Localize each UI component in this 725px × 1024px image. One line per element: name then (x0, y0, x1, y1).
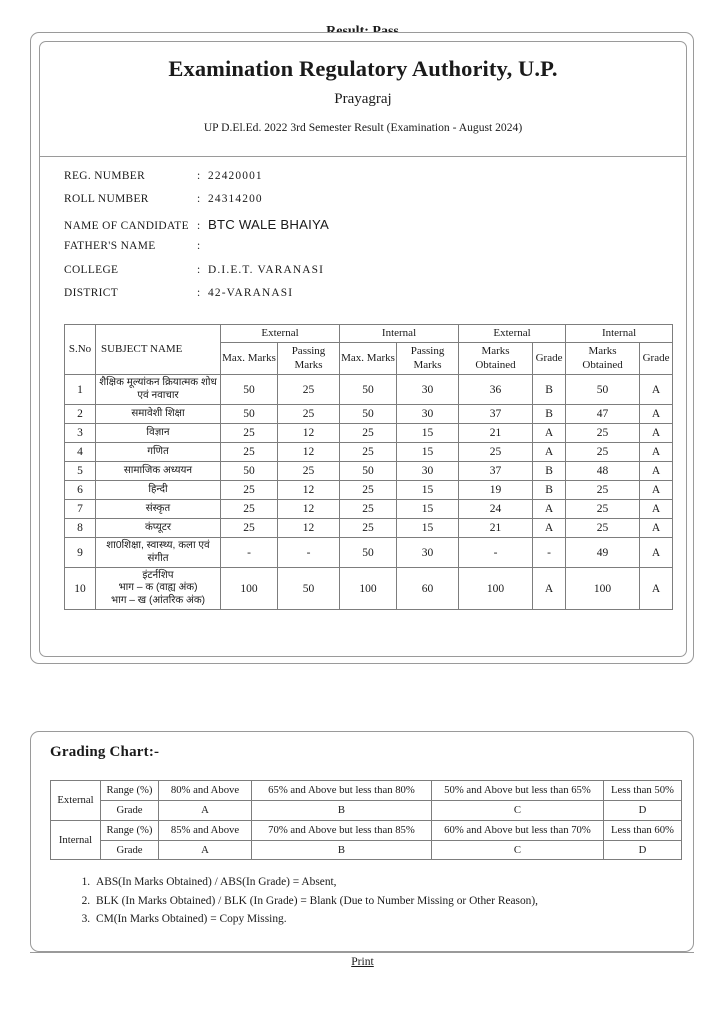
cell-sno: 7 (65, 500, 96, 519)
cell-int_pass: 15 (397, 519, 459, 538)
value-roll-number: 24314200 (208, 193, 263, 206)
label-college: COLLEGE (64, 263, 119, 276)
cell-ext_pass: - (278, 538, 340, 568)
table-row (65, 500, 673, 519)
th-external-grade: Grade (533, 343, 566, 375)
cell-int_max: 50 (340, 462, 397, 481)
grading-grade-value: A (159, 800, 252, 820)
grading-range-value: Less than 60% (604, 820, 682, 840)
colon-candidate-name: : (197, 219, 201, 232)
label-district: DISTRICT (64, 287, 119, 300)
cell-subject: कंप्यूटर (96, 519, 221, 538)
cell-ext_grade: B (533, 481, 566, 500)
cell-int_grade: A (640, 567, 673, 609)
cell-int_pass: 15 (397, 443, 459, 462)
cell-int_max: 25 (340, 500, 397, 519)
legend-note-item: 3. CM(In Marks Obtained) = Copy Missing. (93, 910, 693, 928)
cell-ext_obt: 21 (459, 423, 533, 442)
cell-int_obt: 49 (566, 538, 640, 568)
candidate-row-reg-number (64, 170, 686, 194)
cell-int_max: 25 (340, 519, 397, 538)
table-row (65, 375, 673, 405)
cell-int_obt: 25 (566, 423, 640, 442)
cell-ext_pass: 12 (278, 443, 340, 462)
grading-grade-row (51, 800, 682, 820)
cell-ext_pass: 12 (278, 423, 340, 442)
cell-int_obt: 100 (566, 567, 640, 609)
table-row (65, 538, 673, 568)
table-row (65, 423, 673, 442)
cell-int_grade: A (640, 481, 673, 500)
cell-ext_obt: 37 (459, 404, 533, 423)
cell-ext_pass: 25 (278, 375, 340, 405)
table-row (65, 519, 673, 538)
grading-range-label: Range (%) (101, 820, 159, 840)
cell-ext_obt: 36 (459, 375, 533, 405)
legend-note-item: 1. ABS(In Marks Obtained) / ABS(In Grade) = Absent, (93, 873, 693, 891)
cell-int_grade: A (640, 500, 673, 519)
grading-range-value: 85% and Above (159, 820, 252, 840)
table-row (65, 404, 673, 423)
grading-range-value: 65% and Above but less than 80% (252, 781, 432, 801)
cell-ext_obt: 37 (459, 462, 533, 481)
cell-sno: 8 (65, 519, 96, 538)
cell-ext_obt: 21 (459, 519, 533, 538)
cell-int_grade: A (640, 423, 673, 442)
label-candidate-name: NAME OF CANDIDATE (64, 219, 189, 232)
grading-range-value: 70% and Above but less than 85% (252, 820, 432, 840)
candidate-row-name (64, 217, 686, 241)
cell-int_obt: 47 (566, 404, 640, 423)
cell-ext_grade: - (533, 538, 566, 568)
grading-grade-value: C (432, 840, 604, 860)
cell-ext_grade: B (533, 375, 566, 405)
cell-subject: हिन्दी (96, 481, 221, 500)
cell-ext_max: 100 (221, 567, 278, 609)
grading-range-label: Range (%) (101, 781, 159, 801)
cell-subject: समावेशी शिक्षा (96, 404, 221, 423)
marksheet-inner-panel (39, 41, 687, 657)
grading-grade-label: Grade (101, 840, 159, 860)
table-row (65, 481, 673, 500)
table-row (65, 462, 673, 481)
th-group-external-max: External (221, 324, 340, 342)
cell-int_pass: 15 (397, 481, 459, 500)
cell-int_obt: 25 (566, 443, 640, 462)
cell-sno: 3 (65, 423, 96, 442)
cell-ext_pass: 12 (278, 481, 340, 500)
candidate-details (40, 157, 686, 321)
cell-ext_pass: 12 (278, 519, 340, 538)
cell-ext_max: 50 (221, 375, 278, 405)
cell-subject: सामाजिक अध्ययन (96, 462, 221, 481)
cell-subject: गणित (96, 443, 221, 462)
grading-grade-value: D (604, 800, 682, 820)
grading-range-value: 60% and Above but less than 70% (432, 820, 604, 840)
cell-int_grade: A (640, 404, 673, 423)
cell-ext_max: 25 (221, 423, 278, 442)
cell-ext_pass: 25 (278, 462, 340, 481)
cell-int_obt: 50 (566, 375, 640, 405)
grading-side-label: Internal (51, 820, 101, 860)
grading-grade-value: C (432, 800, 604, 820)
th-group-internal-obtained: Internal (566, 324, 673, 342)
grading-range-value: 50% and Above but less than 65% (432, 781, 604, 801)
cell-sno: 6 (65, 481, 96, 500)
cell-int_grade: A (640, 443, 673, 462)
cell-ext_grade: A (533, 567, 566, 609)
th-external-max-marks: Max. Marks (221, 343, 278, 375)
cell-int_max: 50 (340, 375, 397, 405)
page-title: Examination Regulatory Authority, U.P. (168, 56, 558, 81)
cell-ext_obt: 19 (459, 481, 533, 500)
cell-ext_max: 25 (221, 481, 278, 500)
grading-grade-row (51, 840, 682, 860)
cell-int_grade: A (640, 519, 673, 538)
cell-ext_obt: - (459, 538, 533, 568)
print-link[interactable]: Print (351, 955, 374, 968)
grading-grade-value: A (159, 840, 252, 860)
table-row (65, 567, 673, 609)
cell-ext_pass: 25 (278, 404, 340, 423)
cell-subject: इंटर्नशिप भाग – क (वाह्य अंक) भाग – ख (आंतरिक अंक) (96, 567, 221, 609)
marksheet-outer-panel (30, 32, 694, 664)
marks-group-header-row (65, 324, 673, 342)
grading-table-container (31, 761, 693, 860)
authority-header (40, 42, 686, 144)
cell-ext_max: 25 (221, 500, 278, 519)
cell-int_pass: 15 (397, 500, 459, 519)
cell-int_pass: 30 (397, 404, 459, 423)
marks-table (64, 324, 673, 610)
marks-table-body (65, 375, 673, 610)
th-internal-max-marks: Max. Marks (340, 343, 397, 375)
cell-ext_max: 25 (221, 443, 278, 462)
grading-range-row (51, 781, 682, 801)
cell-int_pass: 30 (397, 538, 459, 568)
candidate-row-district (64, 287, 686, 311)
cell-int_pass: 30 (397, 462, 459, 481)
cell-ext_pass: 50 (278, 567, 340, 609)
cell-int_pass: 15 (397, 423, 459, 442)
cell-subject: शा0शिक्षा, स्वास्थ्य, कला एवं संगीत (96, 538, 221, 568)
grading-chart-panel (30, 731, 694, 952)
label-roll-number: ROLL NUMBER (64, 193, 149, 206)
cell-int_grade: A (640, 462, 673, 481)
th-group-external-obtained: External (459, 324, 566, 342)
cell-ext_grade: B (533, 404, 566, 423)
value-college: D.I.E.T. VARANASI (208, 263, 325, 276)
label-reg-number: REG. NUMBER (64, 169, 146, 182)
cell-int_max: 25 (340, 443, 397, 462)
grading-table (50, 780, 682, 860)
cell-int_max: 50 (340, 404, 397, 423)
colon-father-name: : (197, 240, 201, 253)
label-father-name: FATHER'S NAME (64, 240, 156, 253)
cell-int_max: 25 (340, 481, 397, 500)
grading-grade-label: Grade (101, 800, 159, 820)
cell-ext_grade: A (533, 519, 566, 538)
cell-sno: 4 (65, 443, 96, 462)
value-candidate-name: BTC WALE BHAIYA (208, 216, 329, 232)
th-internal-marks-obtained: Marks Obtained (566, 343, 640, 375)
colon-reg-number: : (197, 169, 201, 182)
grading-grade-value: B (252, 800, 432, 820)
cell-int_obt: 25 (566, 519, 640, 538)
candidate-row-college (64, 264, 686, 288)
th-internal-grade: Grade (640, 343, 673, 375)
cell-ext_grade: A (533, 500, 566, 519)
cell-ext_max: 50 (221, 404, 278, 423)
cell-sno: 2 (65, 404, 96, 423)
cell-int_pass: 30 (397, 375, 459, 405)
footer-divider (30, 952, 694, 953)
authority-city: Prayagraj (334, 90, 392, 107)
cell-ext_max: 50 (221, 462, 278, 481)
th-sno: S.No (65, 324, 96, 374)
cell-ext_grade: A (533, 443, 566, 462)
colon-college: : (197, 263, 201, 276)
cell-int_max: 25 (340, 423, 397, 442)
cell-ext_grade: B (533, 462, 566, 481)
cell-int_obt: 25 (566, 500, 640, 519)
legend-notes (31, 873, 693, 928)
cell-int_max: 100 (340, 567, 397, 609)
cell-ext_max: - (221, 538, 278, 568)
cell-sno: 10 (65, 567, 96, 609)
cell-ext_pass: 12 (278, 500, 340, 519)
marks-table-head (65, 324, 673, 374)
cell-subject: विज्ञान (96, 423, 221, 442)
marks-table-container (40, 321, 686, 610)
grading-grade-value: D (604, 840, 682, 860)
cell-ext_obt: 25 (459, 443, 533, 462)
candidate-row-father-name (64, 240, 686, 264)
grading-range-value: 80% and Above (159, 781, 252, 801)
cell-int_max: 50 (340, 538, 397, 568)
colon-district: : (197, 287, 201, 300)
cell-int_grade: A (640, 538, 673, 568)
cell-sno: 5 (65, 462, 96, 481)
cell-int_obt: 25 (566, 481, 640, 500)
th-external-passing-marks: Passing Marks (278, 343, 340, 375)
cell-ext_max: 25 (221, 519, 278, 538)
candidate-row-roll-number (64, 193, 686, 217)
cell-int_pass: 60 (397, 567, 459, 609)
grading-table-body (51, 781, 682, 860)
cell-ext_obt: 100 (459, 567, 533, 609)
colon-roll-number: : (197, 193, 201, 206)
cell-ext_grade: A (533, 423, 566, 442)
cell-sno: 9 (65, 538, 96, 568)
grading-range-value: Less than 50% (604, 781, 682, 801)
cell-subject: संस्कृत (96, 500, 221, 519)
th-subject-name: SUBJECT NAME (96, 324, 221, 374)
cell-int_grade: A (640, 375, 673, 405)
th-group-internal-max: Internal (340, 324, 459, 342)
table-row (65, 443, 673, 462)
grading-chart-title: Grading Chart:- (50, 744, 160, 760)
value-district: 42-VARANASI (208, 287, 294, 300)
cell-ext_obt: 24 (459, 500, 533, 519)
th-external-marks-obtained: Marks Obtained (459, 343, 533, 375)
value-reg-number: 22420001 (208, 169, 263, 182)
cell-int_obt: 48 (566, 462, 640, 481)
legend-note-item: 2. BLK (In Marks Obtained) / BLK (In Grade) = Blank (Due to Number Missing or Other Reason), (93, 892, 693, 910)
cell-subject: शैक्षिक मूल्यांकन क्रियात्मक शोध एवं नवाचार (96, 375, 221, 405)
grading-side-label: External (51, 781, 101, 821)
grading-grade-value: B (252, 840, 432, 860)
cell-sno: 1 (65, 375, 96, 405)
th-internal-passing-marks: Passing Marks (397, 343, 459, 375)
grading-range-row (51, 820, 682, 840)
exam-description: UP D.El.Ed. 2022 3rd Semester Result (Examination - August 2024) (203, 120, 523, 134)
